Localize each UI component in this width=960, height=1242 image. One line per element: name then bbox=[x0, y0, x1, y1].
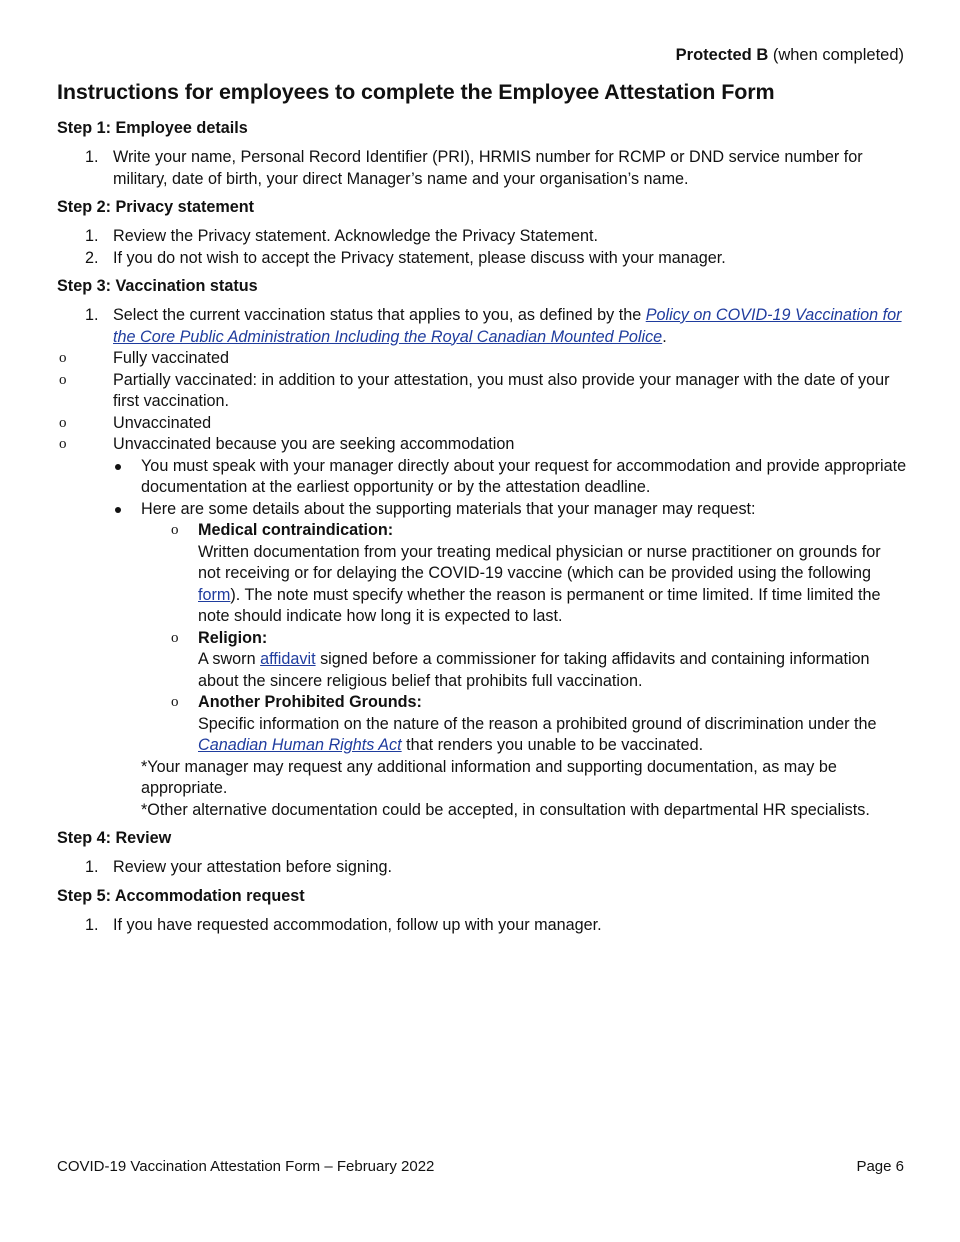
status-option-seeking-accommodation bbox=[57, 434, 907, 456]
option-marker-icon: o bbox=[59, 414, 67, 431]
option-marker-icon: o bbox=[171, 522, 179, 538]
list-number: 1. bbox=[85, 227, 99, 245]
note-additional-info: *Your manager may request any additional information and supporting documentation, as may be appropriate. bbox=[141, 757, 837, 797]
bullet-item bbox=[57, 499, 907, 521]
ground-religion bbox=[57, 628, 907, 693]
ground-description bbox=[198, 714, 907, 757]
list-item-text: If you have requested accommodation, follow up with your manager. bbox=[113, 915, 602, 934]
option-marker-icon: o bbox=[171, 694, 179, 710]
page-title: Instructions for employees to complete the Employee Attestation Form bbox=[57, 80, 775, 104]
list-item-text: Write your name, Personal Record Identifier (PRI), HRMIS number for RCMP or DND service number for military, date of birth, your direct Manager’s name and your organisation’s name. bbox=[113, 148, 863, 188]
vaccination-status-options bbox=[57, 348, 907, 456]
list-item bbox=[57, 305, 907, 348]
ground-heading: Another Prohibited Grounds: bbox=[198, 693, 422, 711]
classification-label bbox=[676, 45, 904, 65]
list-item-text-after: . bbox=[662, 327, 667, 346]
option-text: Unvaccinated because you are seeking accommodation bbox=[113, 435, 515, 453]
form-link[interactable]: form bbox=[198, 585, 231, 604]
ground-heading: Religion: bbox=[198, 628, 268, 647]
list-number: 2. bbox=[85, 248, 99, 267]
option-marker-icon: o bbox=[59, 350, 67, 366]
list-item bbox=[57, 915, 907, 937]
option-marker-icon: o bbox=[59, 436, 67, 452]
ground-description bbox=[198, 542, 907, 628]
ground-medical-contraindication bbox=[57, 520, 907, 628]
list-item-text: If you do not wish to accept the Privacy statement, please discuss with your manager. bbox=[113, 248, 726, 267]
ground-text-before: A sworn bbox=[198, 650, 261, 668]
ground-text-before: Specific information on the nature of the reason a prohibited ground of discrimination under the bbox=[198, 714, 877, 733]
list-item bbox=[57, 857, 907, 879]
step-4-list bbox=[57, 857, 907, 879]
option-text: Fully vaccinated bbox=[113, 349, 230, 367]
bullet-text: Here are some details about the supporting materials that your manager may request: bbox=[141, 499, 756, 518]
ground-heading: Medical contraindication: bbox=[198, 521, 394, 539]
step-4-heading: Step 4: Review bbox=[57, 829, 172, 847]
bullet-icon bbox=[115, 507, 121, 513]
option-marker-icon: o bbox=[59, 371, 67, 388]
ground-text-after: ). The note must specify whether the reason is permanent or time limited. If time limited the note should indicate how long it is expected to last. bbox=[198, 585, 881, 625]
list-number: 1. bbox=[85, 306, 99, 324]
list-item bbox=[57, 147, 907, 190]
step-1-list bbox=[57, 147, 907, 190]
status-option-partially-vaccinated bbox=[57, 370, 907, 413]
status-option-unvaccinated bbox=[57, 413, 907, 435]
policy-link[interactable]: Policy on COVID-19 Vaccination for the Core Public Administration Including the Royal Canadian Mounted Police bbox=[113, 306, 902, 346]
list-item-text: Review the Privacy statement. Acknowledge the Privacy Statement. bbox=[113, 227, 598, 245]
step-3-heading: Step 3: Vaccination status bbox=[57, 277, 258, 295]
list-number: 1. bbox=[85, 915, 99, 934]
list-item-text-before: Select the current vaccination status that applies to you, as defined by the bbox=[113, 306, 646, 324]
ground-text-after: signed before a commissioner for taking affidavits and containing information about the sincere religious belief that prohibits full vaccination. bbox=[198, 650, 870, 690]
bullet-icon bbox=[115, 464, 121, 470]
ground-description bbox=[198, 649, 907, 692]
list-item bbox=[57, 226, 907, 248]
page-number: Page 6 bbox=[856, 1158, 904, 1175]
affidavit-link[interactable]: affidavit bbox=[260, 650, 316, 668]
classification-bold: Protected B bbox=[675, 46, 769, 64]
list-number: 1. bbox=[85, 148, 99, 166]
bullet-text: You must speak with your manager directly about your request for accommodation and provide appropriate documentation at the earliest opportunity or by the attestation deadline. bbox=[141, 456, 907, 496]
accommodation-bullets bbox=[57, 456, 907, 521]
step-5-list bbox=[57, 915, 907, 937]
footer-document-title: COVID-19 Vaccination Attestation Form – February 2022 bbox=[57, 1158, 435, 1175]
option-marker-icon: o bbox=[171, 629, 179, 646]
bullet-item bbox=[57, 456, 907, 499]
ground-other-prohibited bbox=[57, 692, 907, 757]
option-text: Partially vaccinated: in addition to your attestation, you must also provide your manager with the date of your first vaccination. bbox=[113, 370, 890, 410]
step-2-list bbox=[57, 226, 907, 269]
ground-text-before: Written documentation from your treating medical physician or nurse practitioner on grounds for not receiving or for delaying the COVID-19 vaccine (which can be provided using the following bbox=[198, 542, 881, 582]
step-2-heading: Step 2: Privacy statement bbox=[57, 198, 255, 216]
note-alternative-docs: *Other alternative documentation could be accepted, in consultation with departmental HR specialists. bbox=[141, 800, 870, 819]
instructions-body bbox=[57, 118, 907, 936]
supporting-grounds bbox=[57, 520, 907, 757]
option-text: Unvaccinated bbox=[113, 413, 212, 432]
status-option-fully-vaccinated bbox=[57, 348, 907, 370]
step-1-heading: Step 1: Employee details bbox=[57, 119, 248, 137]
step-3-list bbox=[57, 305, 907, 348]
list-item bbox=[57, 248, 907, 270]
ground-text-after: that renders you unable to be vaccinated. bbox=[401, 736, 704, 754]
classification-note: (when completed) bbox=[768, 46, 904, 64]
human-rights-act-link[interactable]: Canadian Human Rights Act bbox=[198, 736, 402, 754]
list-item-text: Review your attestation before signing. bbox=[113, 858, 392, 876]
list-number: 1. bbox=[85, 858, 99, 876]
step-5-heading: Step 5: Accommodation request bbox=[57, 886, 305, 905]
